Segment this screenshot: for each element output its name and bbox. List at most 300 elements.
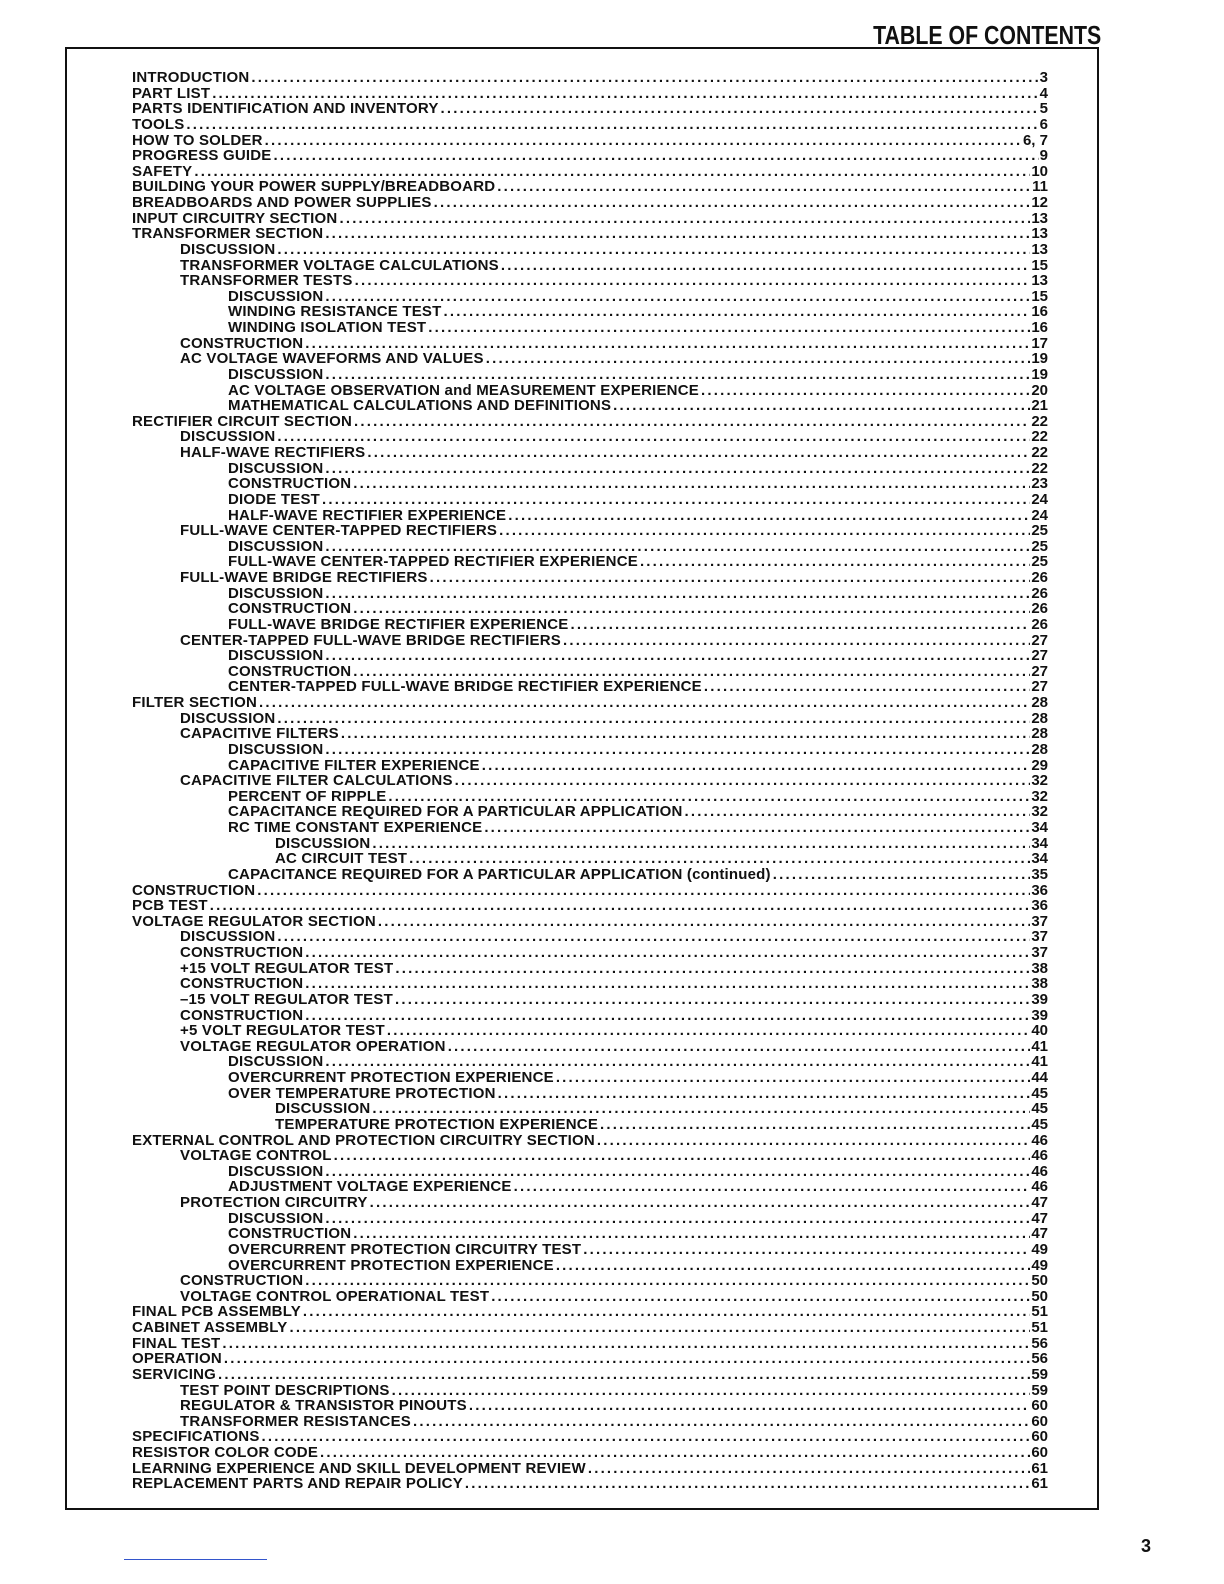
toc-entry: [132, 226, 1048, 242]
toc-entry-page: 32: [1031, 788, 1048, 805]
toc-entry-title: FINAL TEST: [132, 1335, 221, 1352]
toc-entry: [132, 86, 1048, 102]
toc-entry: [132, 273, 1048, 289]
toc-entry-title: CAPACITIVE FILTER CALCULATIONS: [180, 773, 453, 789]
dot-leader: [323, 648, 1030, 664]
toc-entry: [132, 726, 1048, 742]
dot-leader: [353, 273, 1031, 289]
toc-entry-title: CAPACITIVE FILTERS: [180, 726, 339, 742]
toc-entry-title: RESISTOR COLOR CODE: [132, 1445, 319, 1461]
toc-entry: [132, 1273, 1048, 1289]
toc-entry: [132, 1367, 1048, 1383]
toc-entry: [132, 1414, 1048, 1430]
toc-entry-title: TRANSFORMER RESISTANCES: [180, 1413, 411, 1430]
toc-entry-page: 47: [1031, 1226, 1048, 1242]
toc-entry: [132, 1164, 1048, 1180]
toc-entry: [132, 1445, 1048, 1461]
dot-leader: [561, 633, 1030, 649]
dot-leader: [480, 758, 1031, 774]
toc-entry-page: 34: [1031, 835, 1048, 852]
toc-entry-page: 38: [1031, 960, 1048, 977]
dot-leader: [323, 1164, 1030, 1180]
toc-entry-title: REPLACEMENT PARTS AND REPAIR POLICY: [132, 1476, 463, 1492]
toc-entry-page: 9: [1039, 148, 1048, 164]
toc-entry-title: DISCUSSION: [180, 429, 276, 445]
toc-entry-page: 24: [1031, 507, 1048, 524]
toc-entry-page: 12: [1031, 195, 1048, 211]
dot-leader: [351, 476, 1030, 492]
toc-entry-page: 60: [1031, 1398, 1048, 1414]
dot-leader: [272, 148, 1039, 164]
dot-leader: [489, 1289, 1030, 1305]
toc-entry-title: WINDING ISOLATION TEST: [228, 320, 427, 336]
toc-entry-page: 19: [1031, 351, 1048, 367]
dot-leader: [332, 1148, 1031, 1164]
toc-entry-title: PART LIST: [132, 85, 211, 102]
page-number: 3: [1140, 1536, 1151, 1556]
toc-entry-title: AC VOLTAGE OBSERVATION and MEASUREMENT EXPERIENCE: [228, 382, 699, 399]
toc-entry: [132, 1117, 1048, 1133]
toc-entry-page: 49: [1031, 1257, 1048, 1274]
toc-entry-page: 28: [1031, 741, 1048, 758]
toc-entry: [132, 1476, 1048, 1492]
toc-entry-title: RC TIME CONSTANT EXPERIENCE: [228, 820, 483, 836]
dot-leader: [303, 1273, 1030, 1289]
toc-entry-page: 22: [1031, 429, 1048, 445]
dot-leader: [512, 1179, 1031, 1195]
dot-leader: [320, 492, 1030, 508]
toc-entry-title: CENTER-TAPPED FULL-WAVE BRIDGE RECTIFIER EXPERIENCE: [228, 679, 702, 695]
toc-entry-title: VOLTAGE REGULATOR SECTION: [132, 913, 376, 930]
toc-entry: [132, 164, 1048, 180]
dot-leader: [598, 1117, 1030, 1133]
toc-entry: [132, 742, 1048, 758]
toc-entry-page: 39: [1031, 1007, 1048, 1024]
toc-entry-page: 49: [1031, 1241, 1048, 1258]
toc-entry-page: 27: [1031, 648, 1048, 664]
toc-entry-title: CABINET ASSEMBLY: [132, 1320, 288, 1336]
dot-leader: [323, 1211, 1030, 1227]
toc-entry-title: FULL-WAVE CENTER-TAPPED RECTIFIER EXPERIENCE: [228, 554, 638, 570]
toc-entry: [132, 1383, 1048, 1399]
toc-entry: [132, 1054, 1048, 1070]
dot-leader: [222, 1351, 1030, 1367]
page-title: TABLE OF CONTENTS: [872, 20, 1101, 50]
dot-leader: [595, 1133, 1030, 1149]
dot-leader: [323, 289, 1030, 305]
toc-entry: [132, 367, 1048, 383]
toc-entry-title: SERVICING: [132, 1366, 217, 1383]
toc-entry: [132, 1226, 1048, 1242]
toc-entry: [132, 1008, 1048, 1024]
toc-entry-title: –15 VOLT REGULATOR TEST: [180, 991, 393, 1008]
toc-entry-title: CONSTRUCTION: [180, 1273, 304, 1289]
toc-entry: [132, 1429, 1048, 1445]
toc-entry-title: MATHEMATICAL CALCULATIONS AND DEFINITIONS: [228, 398, 612, 414]
toc-entry: [132, 1461, 1048, 1477]
toc-entry-title: FILTER SECTION: [132, 695, 258, 711]
toc-entry-page: 27: [1031, 663, 1048, 680]
toc-entry-title: PERCENT OF RIPPLE: [228, 788, 387, 805]
dot-leader: [446, 1039, 1031, 1055]
toc-entry-title: INPUT CIRCUITRY SECTION: [132, 210, 338, 227]
dot-leader: [496, 1086, 1031, 1102]
dot-leader: [303, 976, 1030, 992]
toc-entry-title: FULL-WAVE BRIDGE RECTIFIER EXPERIENCE: [228, 616, 569, 633]
dot-leader: [208, 898, 1031, 914]
toc-entry-page: 37: [1031, 913, 1048, 930]
toc-entry-title: DIODE TEST: [228, 491, 321, 508]
toc-entry: [132, 570, 1048, 586]
dot-leader: [339, 726, 1030, 742]
dot-leader: [390, 1383, 1031, 1399]
toc-entry-page: 25: [1031, 554, 1048, 570]
dot-leader: [376, 914, 1030, 930]
toc-entry: [132, 898, 1048, 914]
toc-entry-page: 59: [1031, 1382, 1048, 1399]
toc-entry-title: BREADBOARDS AND POWER SUPPLIES: [132, 195, 432, 211]
toc-entry: [132, 414, 1048, 430]
dot-leader: [442, 304, 1031, 320]
toc-entry-page: 22: [1031, 413, 1048, 430]
toc-entry: [132, 804, 1048, 820]
toc-entry: [132, 1320, 1048, 1336]
dot-leader: [467, 1398, 1030, 1414]
toc-entry-title: CONSTRUCTION: [228, 663, 352, 680]
toc-entry-title: DISCUSSION: [228, 288, 324, 305]
dot-leader: [303, 945, 1030, 961]
toc-entry-title: TRANSFORMER SECTION: [132, 226, 324, 242]
toc-entry-page: 60: [1031, 1413, 1048, 1430]
toc-entry: [132, 1336, 1048, 1352]
dot-leader: [303, 336, 1030, 352]
toc-entry: [132, 633, 1048, 649]
toc-entry: [132, 961, 1048, 977]
toc-entry-page: 19: [1031, 366, 1048, 383]
dot-leader: [699, 383, 1030, 399]
toc-entry: [132, 1304, 1048, 1320]
toc-entry: [132, 976, 1048, 992]
toc-entry-page: 46: [1031, 1148, 1048, 1164]
toc-list: [132, 70, 1048, 1492]
dot-leader: [482, 820, 1030, 836]
toc-entry-title: FINAL PCB ASSEMBLY: [132, 1304, 301, 1320]
dot-leader: [323, 539, 1030, 555]
toc-entry-title: REGULATOR & TRANSISTOR PINOUTS: [180, 1398, 467, 1414]
dot-leader: [497, 523, 1030, 539]
toc-entry-page: 13: [1031, 210, 1048, 227]
toc-entry-page: 27: [1031, 632, 1048, 649]
toc-entry-page: 27: [1031, 679, 1048, 695]
toc-entry: [132, 1398, 1048, 1414]
toc-entry-title: PARTS IDENTIFICATION AND INVENTORY: [132, 101, 439, 117]
toc-entry-page: 39: [1031, 991, 1048, 1008]
dot-leader: [337, 211, 1030, 227]
toc-entry: [132, 648, 1048, 664]
toc-entry-title: RECTIFIER CIRCUIT SECTION: [132, 413, 353, 430]
dot-leader: [323, 586, 1030, 602]
toc-entry: [132, 1258, 1048, 1274]
dot-leader: [275, 242, 1030, 258]
toc-entry: [132, 914, 1048, 930]
toc-entry-title: CONSTRUCTION: [180, 945, 304, 961]
toc-entry-page: 29: [1031, 757, 1048, 774]
toc-entry-page: 13: [1031, 241, 1048, 258]
dot-leader: [484, 351, 1031, 367]
toc-entry-page: 37: [1031, 945, 1048, 961]
toc-entry-title: CAPACITIVE FILTER EXPERIENCE: [228, 757, 480, 774]
toc-entry: [132, 601, 1048, 617]
toc-entry-title: DISCUSSION: [180, 929, 276, 945]
toc-entry-title: DISCUSSION: [228, 1210, 324, 1227]
dot-leader: [323, 461, 1030, 477]
toc-entry-page: 26: [1031, 585, 1048, 602]
toc-entry-title: INTRODUCTION: [132, 70, 250, 86]
toc-entry: [132, 133, 1048, 149]
dot-leader: [683, 804, 1031, 820]
toc-entry: [132, 429, 1048, 445]
toc-entry-title: VOLTAGE CONTROL: [180, 1148, 332, 1164]
dot-leader: [495, 179, 1031, 195]
toc-entry-title: TEST POINT DESCRIPTIONS: [180, 1382, 390, 1399]
toc-entry-page: 4: [1039, 85, 1048, 102]
toc-entry-title: +15 VOLT REGULATOR TEST: [180, 960, 394, 977]
toc-entry-title: SAFETY: [132, 163, 193, 180]
toc-entry-page: 51: [1031, 1304, 1048, 1320]
toc-entry: [132, 242, 1048, 258]
toc-entry-page: 16: [1031, 320, 1048, 336]
toc-entry-page: 40: [1031, 1023, 1048, 1039]
toc-entry-page: 59: [1031, 1366, 1048, 1383]
toc-entry-title: ADJUSTMENT VOLTAGE EXPERIENCE: [228, 1179, 512, 1195]
toc-entry-title: DISCUSSION: [275, 1101, 371, 1117]
toc-entry-page: 37: [1031, 929, 1048, 945]
toc-entry-title: PROTECTION CIRCUITRY: [180, 1195, 368, 1211]
toc-entry: [132, 476, 1048, 492]
dot-leader: [393, 992, 1030, 1008]
toc-entry: [132, 1070, 1048, 1086]
toc-entry: [132, 351, 1048, 367]
toc-entry-title: AC VOLTAGE WAVEFORMS AND VALUES: [180, 351, 484, 367]
toc-entry-title: FULL-WAVE CENTER-TAPPED RECTIFIERS: [180, 523, 498, 539]
toc-entry-page: 21: [1031, 398, 1048, 414]
dot-leader: [184, 117, 1038, 133]
toc-entry: [132, 1242, 1048, 1258]
toc-entry: [132, 1039, 1048, 1055]
toc-entry-title: DISCUSSION: [228, 366, 324, 383]
toc-entry-page: 5: [1039, 101, 1048, 117]
toc-entry-page: 3: [1039, 70, 1048, 86]
toc-entry-page: 6, 7: [1022, 132, 1048, 149]
toc-entry: [132, 1101, 1048, 1117]
toc-entry-page: 17: [1031, 335, 1048, 352]
dot-leader: [303, 1008, 1030, 1024]
toc-entry-title: DISCUSSION: [228, 741, 324, 758]
toc-entry-title: OPERATION: [132, 1351, 222, 1367]
toc-entry-title: PROGRESS GUIDE: [132, 148, 272, 164]
toc-entry-page: 28: [1031, 726, 1048, 742]
toc-entry-page: 26: [1031, 570, 1048, 586]
dot-leader: [323, 367, 1030, 383]
toc-entry-title: PCB TEST: [132, 898, 208, 914]
toc-entry: [132, 304, 1048, 320]
toc-entry-title: TRANSFORMER VOLTAGE CALCULATIONS: [180, 257, 499, 274]
toc-entry: [132, 1023, 1048, 1039]
toc-entry: [132, 101, 1048, 117]
dot-leader: [428, 570, 1031, 586]
toc-entry: [132, 445, 1048, 461]
toc-entry-title: OVERCURRENT PROTECTION EXPERIENCE: [228, 1257, 554, 1274]
toc-entry-title: TOOLS: [132, 116, 185, 133]
dot-leader: [249, 70, 1038, 86]
dot-leader: [499, 258, 1030, 274]
toc-entry-page: 25: [1031, 523, 1048, 539]
toc-entry: [132, 758, 1048, 774]
toc-entry: [132, 492, 1048, 508]
dot-leader: [216, 1367, 1030, 1383]
toc-entry-title: OVER TEMPERATURE PROTECTION: [228, 1085, 496, 1102]
dot-leader: [554, 1258, 1031, 1274]
dot-leader: [255, 883, 1030, 899]
toc-entry-title: HOW TO SOLDER: [132, 132, 263, 149]
dot-leader: [370, 836, 1030, 852]
toc-entry-title: CENTER-TAPPED FULL-WAVE BRIDGE RECTIFIERS: [180, 632, 561, 649]
dot-leader: [351, 601, 1030, 617]
footnote-rule: [124, 1559, 267, 1560]
toc-entry-page: 34: [1031, 820, 1048, 836]
toc-entry-page: 41: [1031, 1038, 1048, 1055]
dot-leader: [386, 789, 1030, 805]
dot-leader: [257, 695, 1030, 711]
toc-entry-title: DISCUSSION: [180, 710, 276, 727]
toc-entry-page: 35: [1031, 866, 1048, 883]
toc-entry: [132, 195, 1048, 211]
toc-entry-title: DISCUSSION: [228, 1163, 324, 1180]
toc-entry-page: 36: [1031, 882, 1048, 899]
dot-leader: [554, 1070, 1031, 1086]
toc-entry: [132, 851, 1048, 867]
toc-entry: [132, 211, 1048, 227]
toc-entry: [132, 820, 1048, 836]
toc-entry: [132, 1195, 1048, 1211]
dot-leader: [263, 133, 1022, 149]
toc-entry-page: 11: [1032, 179, 1048, 195]
dot-leader: [702, 679, 1030, 695]
toc-entry-page: 46: [1031, 1179, 1048, 1195]
toc-entry-page: 26: [1031, 616, 1048, 633]
toc-entry-title: OVERCURRENT PROTECTION EXPERIENCE: [228, 1070, 554, 1086]
dot-leader: [275, 929, 1030, 945]
toc-entry-page: 61: [1031, 1460, 1048, 1477]
toc-entry-page: 38: [1031, 976, 1048, 992]
toc-entry-page: 15: [1031, 257, 1048, 274]
toc-entry: [132, 117, 1048, 133]
toc-entry: [132, 883, 1048, 899]
toc-entry-title: DISCUSSION: [228, 1054, 324, 1070]
toc-entry: [132, 523, 1048, 539]
toc-entry-page: 23: [1031, 476, 1048, 492]
toc-entry: [132, 1148, 1048, 1164]
toc-entry-title: CONSTRUCTION: [132, 882, 256, 899]
toc-entry: [132, 617, 1048, 633]
toc-entry-page: 26: [1031, 601, 1048, 617]
dot-leader: [611, 398, 1030, 414]
toc-entry-title: EXTERNAL CONTROL AND PROTECTION CIRCUITRY SECTION: [132, 1132, 595, 1149]
toc-entry-title: DISCUSSION: [275, 835, 371, 852]
toc-entry-page: 45: [1031, 1085, 1048, 1102]
dot-leader: [581, 1242, 1030, 1258]
toc-entry-page: 45: [1031, 1101, 1048, 1117]
toc-entry-title: DISCUSSION: [228, 538, 324, 555]
toc-entry-page: 46: [1031, 1132, 1048, 1149]
toc-entry-title: LEARNING EXPERIENCE AND SKILL DEVELOPMENT REVIEW: [132, 1460, 586, 1477]
toc-entry-title: CONSTRUCTION: [180, 335, 304, 352]
toc-entry: [132, 70, 1048, 86]
toc-entry-title: DISCUSSION: [228, 460, 324, 477]
toc-entry-page: 32: [1031, 804, 1048, 820]
dot-leader: [275, 711, 1030, 727]
toc-entry-title: CONSTRUCTION: [228, 476, 352, 492]
toc-entry: [132, 508, 1048, 524]
toc-entry: [132, 679, 1048, 695]
dot-leader: [287, 1320, 1030, 1336]
toc-entry-page: 32: [1031, 773, 1048, 789]
toc-entry: [132, 1211, 1048, 1227]
toc-entry-title: CONSTRUCTION: [180, 976, 304, 992]
dot-leader: [411, 1414, 1030, 1430]
dot-leader: [568, 617, 1030, 633]
toc-entry: [132, 992, 1048, 1008]
toc-entry-page: 56: [1031, 1351, 1048, 1367]
toc-entry-page: 25: [1031, 538, 1048, 555]
toc-entry-page: 46: [1031, 1163, 1048, 1180]
dot-leader: [506, 508, 1030, 524]
dot-leader: [301, 1304, 1030, 1320]
dot-leader: [275, 429, 1030, 445]
toc-entry: [132, 1289, 1048, 1305]
dot-leader: [365, 445, 1030, 461]
toc-entry-title: CONSTRUCTION: [228, 1226, 352, 1242]
toc-entry: [132, 461, 1048, 477]
toc-entry-title: DISCUSSION: [228, 585, 324, 602]
toc-entry: [132, 789, 1048, 805]
toc-entry: [132, 1133, 1048, 1149]
toc-entry: [132, 539, 1048, 555]
toc-entry-page: 41: [1031, 1054, 1048, 1070]
toc-entry: [132, 1351, 1048, 1367]
toc-entry: [132, 664, 1048, 680]
toc-entry: [132, 867, 1048, 883]
dot-leader: [368, 1195, 1031, 1211]
toc-entry-title: HALF-WAVE RECTIFIER EXPERIENCE: [228, 507, 507, 524]
toc-entry: [132, 554, 1048, 570]
toc-entry-title: WINDING RESISTANCE TEST: [228, 304, 442, 320]
dot-leader: [771, 867, 1031, 883]
dot-leader: [351, 664, 1030, 680]
dot-leader: [323, 1054, 1030, 1070]
toc-entry-page: 16: [1031, 304, 1048, 320]
dot-leader: [210, 86, 1038, 102]
toc-entry: [132, 179, 1048, 195]
toc-entry-page: 20: [1031, 382, 1048, 399]
dot-leader: [463, 1476, 1030, 1492]
toc-entry-page: 10: [1031, 163, 1048, 180]
toc-entry: [132, 836, 1048, 852]
toc-entry: [132, 336, 1048, 352]
toc-entry-title: BUILDING YOUR POWER SUPPLY/BREADBOARD: [132, 179, 496, 195]
toc-entry-page: 50: [1031, 1288, 1048, 1305]
toc-entry-page: 22: [1031, 445, 1048, 461]
